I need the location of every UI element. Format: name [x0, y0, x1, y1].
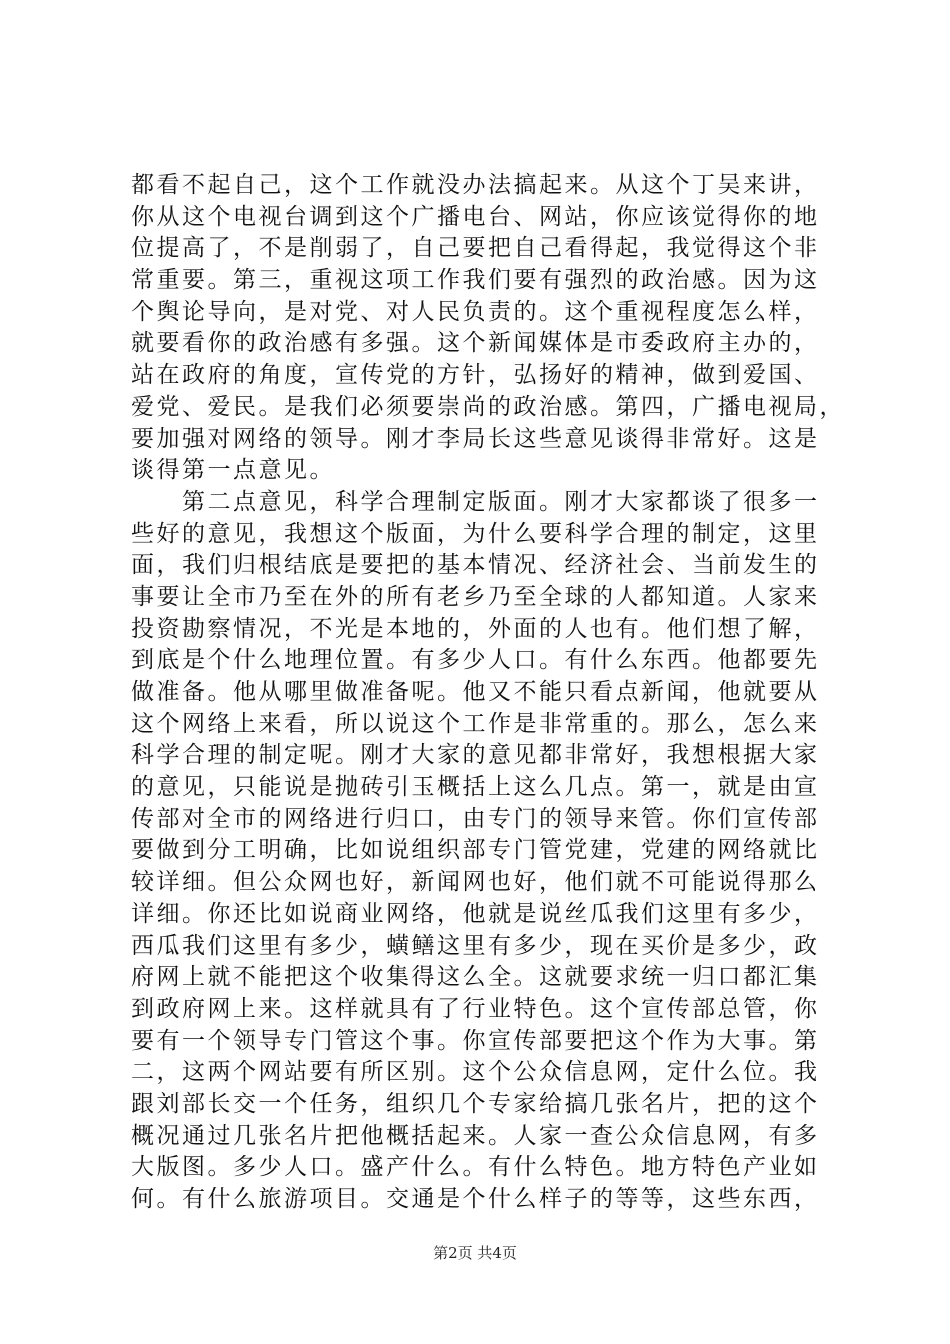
text-line: 二，这两个网站要有所区别。这个公众信息网，定什么位。我: [131, 1059, 820, 1086]
text-line: 些好的意见，我想这个版面，为什么要科学合理的制定，这里: [131, 520, 820, 547]
text-line: 爱党、爱民。是我们必须要崇尚的政治感。第四，广播电视局，: [131, 393, 845, 420]
text-line: 做准备。他从哪里做准备呢。他又不能只看点新闻，他就要从: [131, 679, 820, 705]
text-line: 西瓜我们这里有多少，蟥鳝这里有多少，现在买价是多少，政: [131, 932, 820, 959]
text-line: 都看不起自己，这个工作就没办法搞起来。从这个丁吴来讲，: [131, 172, 820, 198]
page-number-footer: 第2页 共4页: [433, 1244, 517, 1262]
text-line: 大版图。多少人口。盛产什么。有什么特色。地方特色产业如: [131, 1154, 820, 1181]
text-line: 跟刘部长交一个任务，组织几个专家给搞几张名片，把的这个: [131, 1090, 820, 1117]
text-line: 你从这个电视台调到这个广播电台、网站，你应该觉得你的地: [131, 203, 820, 230]
text-line: 第二点意见，科学合理制定版面。刚才大家都谈了很多一: [131, 488, 820, 515]
text-line: 较详细。但公众网也好，新闻网也好，他们就不可能说得那么: [131, 869, 820, 896]
text-line: 要有一个领导专门管这个事。你宣传部要把这个作为大事。第: [131, 1027, 820, 1054]
body-text: [131, 170, 845, 1216]
text-line: 要做到分工明确，比如说组织部专门管党建，党建的网络就比: [131, 837, 820, 864]
text-line: 谈得第一点意见。: [131, 457, 335, 484]
text-line: 到政府网上来。这样就具有了行业特色。这个宣传部总管，你: [131, 995, 820, 1022]
text-line: 科学合理的制定呢。刚才大家的意见都非常好，我想根据大家: [131, 742, 820, 769]
text-line: 概况通过几张名片把他概括起来。人家一查公众信息网，有多: [131, 1122, 820, 1149]
text-line: 就要看你的政治感有多强。这个新闻媒体是市委政府主办的，: [131, 330, 820, 357]
text-line: 的意见，只能说是抛砖引玉概括上这么几点。第一，就是由宣: [131, 774, 820, 801]
text-line: 到底是个什么地理位置。有多少人口。有什么东西。他都要先: [131, 647, 820, 674]
text-line: 常重要。第三，重视这项工作我们要有强烈的政治感。因为这: [131, 267, 820, 294]
text-line: 站在政府的角度，宣传党的方针，弘扬好的精神，做到爱国、: [131, 362, 820, 389]
text-line: 府网上就不能把这个收集得这么全。这就要求统一归口都汇集: [131, 964, 820, 991]
text-line: 何。有什么旅游项目。交通是个什么样子的等等，这些东西，: [131, 1186, 820, 1212]
text-line: 个舆论导向，是对党、对人民负责的。这个重视程度怎么样，: [131, 298, 820, 325]
text-line: 位提高了，不是削弱了，自己要把自己看得起，我觉得这个非: [131, 235, 820, 262]
text-line: 详细。你还比如说商业网络，他就是说丝瓜我们这里有多少，: [131, 900, 820, 927]
text-line: 面，我们归根结底是要把的基本情况、经济社会、当前发生的: [131, 552, 820, 579]
text-line: 这个网络上来看，所以说这个工作是非常重的。那么，怎么来: [131, 710, 820, 737]
text-line: 传部对全市的网络进行归口，由专门的领导来管。你们宣传部: [131, 805, 820, 832]
text-line: 要加强对网络的领导。刚才李局长这些意见谈得非常好。这是: [131, 425, 820, 452]
text-line: 事要让全市乃至在外的所有老乡乃至全球的人都知道。人家来: [131, 583, 820, 610]
text-line: 投资勘察情况，不光是本地的，外面的人也有。他们想了解，: [131, 615, 820, 642]
